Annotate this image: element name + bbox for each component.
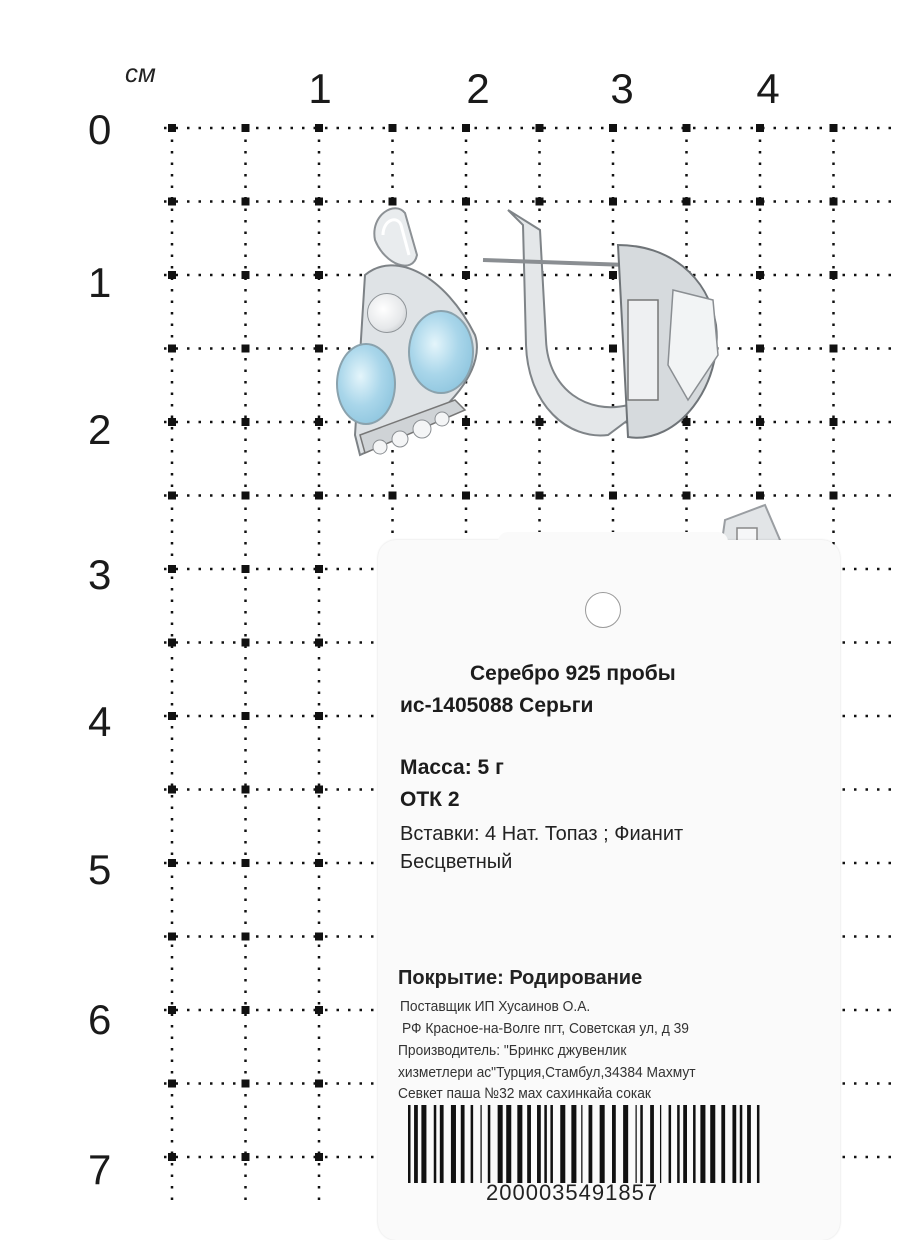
- barcode-bar: [480, 1105, 481, 1183]
- grid-node-dot: [242, 565, 250, 573]
- grid-node-dot: [168, 418, 176, 426]
- grid-node-dot: [315, 933, 323, 941]
- cubic-zirconia-stone: [367, 293, 407, 333]
- grid-node-dot: [242, 859, 250, 867]
- grid-node-dot: [242, 1153, 250, 1161]
- grid-node-dot: [756, 418, 764, 426]
- barcode-bar: [669, 1105, 672, 1183]
- topaz-stone: [408, 310, 474, 394]
- tag-inserts-line1: Вставки: 4 Нат. Топаз ; Фианит: [400, 823, 684, 845]
- grid-node-dot: [168, 1080, 176, 1088]
- grid-node-dot: [168, 1006, 176, 1014]
- grid-node-dot: [242, 271, 250, 279]
- barcode-bar: [623, 1105, 628, 1183]
- tag-supplier: Поставщик ИП Хусаинов О.А.: [400, 998, 591, 1015]
- grid-node-dot: [389, 492, 397, 500]
- grid-node-dot: [609, 492, 617, 500]
- x-tick-4: 4: [756, 65, 780, 112]
- grid-node-dot: [168, 639, 176, 647]
- barcode-bar: [710, 1105, 715, 1183]
- grid-node-dot: [315, 492, 323, 500]
- tag-maker-line3: Севкет паша №32 мах сахинкайа сокак: [398, 1085, 651, 1102]
- y-tick-2: 2: [88, 406, 112, 453]
- tag-title: Серебро 925 пробы: [470, 662, 676, 685]
- barcode-bar: [571, 1105, 576, 1183]
- barcode-bar: [421, 1105, 426, 1183]
- y-tick-1: 1: [88, 259, 112, 306]
- grid-node-dot: [683, 492, 691, 500]
- x-tick-1: 1: [308, 65, 332, 112]
- barcode-bar: [408, 1105, 411, 1183]
- grid-node-dot: [315, 565, 323, 573]
- grid-node-dot: [609, 124, 617, 132]
- grid-node-dot: [168, 345, 176, 353]
- tag-article: ис-1405088 Серьги: [400, 694, 594, 717]
- barcode-bar: [600, 1105, 605, 1183]
- grid-node-dot: [315, 1153, 323, 1161]
- grid-node-dot: [315, 639, 323, 647]
- tag-otk: ОТК 2: [400, 788, 460, 811]
- barcode-bar: [721, 1105, 725, 1183]
- barcode: [408, 1105, 763, 1191]
- x-tick-3: 3: [610, 65, 634, 112]
- grid-node-dot: [830, 345, 838, 353]
- grid-node-dot: [830, 418, 838, 426]
- y-tick-5: 5: [88, 846, 112, 893]
- barcode-bar: [560, 1105, 565, 1183]
- grid-node-dot: [389, 124, 397, 132]
- tag-maker-line1: Производитель: "Бринкс джувенлик: [398, 1042, 627, 1059]
- barcode-bar: [635, 1105, 636, 1183]
- barcode-bar: [732, 1105, 736, 1183]
- barcode-bar: [544, 1105, 547, 1183]
- grid-node-dot: [168, 786, 176, 794]
- grid-node-dot: [242, 933, 250, 941]
- barcode-bar: [747, 1105, 751, 1183]
- grid-node-dot: [315, 271, 323, 279]
- tag-tab: [498, 532, 728, 562]
- grid-node-dot: [830, 271, 838, 279]
- grid-node-dot: [462, 492, 470, 500]
- barcode-bar: [740, 1105, 743, 1183]
- tag-hole: [585, 592, 621, 628]
- grid-node-dot: [168, 492, 176, 500]
- topaz-stone: [336, 343, 396, 425]
- barcode-bar: [506, 1105, 511, 1183]
- grid-node-dot: [536, 492, 544, 500]
- y-tick-4: 4: [88, 698, 112, 745]
- grid-node-dot: [756, 124, 764, 132]
- barcode-bar: [550, 1105, 553, 1183]
- grid-node-dot: [315, 418, 323, 426]
- grid-node-dot: [168, 1153, 176, 1161]
- grid-node-dot: [315, 859, 323, 867]
- barcode-number: 2000035491857: [486, 1180, 659, 1205]
- grid-node-dot: [756, 198, 764, 206]
- grid-node-dot: [242, 345, 250, 353]
- grid-node-dot: [242, 1080, 250, 1088]
- ruler-unit-label: см: [125, 58, 156, 88]
- grid-node-dot: [315, 786, 323, 794]
- barcode-bar: [498, 1105, 503, 1183]
- barcode-bar: [589, 1105, 593, 1183]
- barcode-bar: [440, 1105, 444, 1183]
- grid-node-dot: [315, 198, 323, 206]
- barcode-bar: [612, 1105, 616, 1183]
- grid-node-dot: [830, 492, 838, 500]
- barcode-bar: [581, 1105, 582, 1183]
- y-tick-0: 0: [88, 106, 112, 153]
- barcode-bar: [757, 1105, 760, 1183]
- barcode-bar: [434, 1105, 437, 1183]
- grid-node-dot: [242, 1006, 250, 1014]
- grid-node-dot: [315, 124, 323, 132]
- barcode-bar: [537, 1105, 541, 1183]
- grid-node-dot: [168, 565, 176, 573]
- grid-node-dot: [242, 786, 250, 794]
- grid-node-dot: [168, 124, 176, 132]
- barcode-bar: [488, 1105, 491, 1183]
- grid-node-dot: [756, 492, 764, 500]
- grid-node-dot: [315, 712, 323, 720]
- grid-node-dot: [168, 859, 176, 867]
- grid-node-dot: [168, 271, 176, 279]
- grid-node-dot: [830, 124, 838, 132]
- tag-mass: Масса: 5 г: [400, 756, 504, 779]
- grid-node-dot: [756, 271, 764, 279]
- barcode-bar: [677, 1105, 680, 1183]
- grid-node-dot: [315, 345, 323, 353]
- x-tick-2: 2: [466, 65, 490, 112]
- barcode-bar: [700, 1105, 705, 1183]
- tag-coating: Покрытие: Родирование: [398, 967, 643, 989]
- grid-node-dot: [683, 124, 691, 132]
- grid-node-dot: [242, 198, 250, 206]
- y-tick-3: 3: [88, 551, 112, 598]
- grid-node-dot: [242, 492, 250, 500]
- grid-node-dot: [242, 712, 250, 720]
- tag-address: РФ Красное-на-Волге пгт, Советская ул, д 39: [402, 1020, 689, 1037]
- product-tag: [378, 540, 840, 1240]
- grid-node-dot: [168, 933, 176, 941]
- y-tick-6: 6: [88, 996, 112, 1043]
- barcode-bar: [660, 1105, 661, 1183]
- grid-node-dot: [536, 124, 544, 132]
- grid-node-dot: [242, 418, 250, 426]
- earring-side-view: [478, 205, 728, 455]
- grid-node-dot: [242, 124, 250, 132]
- barcode-bar: [451, 1105, 456, 1183]
- grid-node-dot: [462, 124, 470, 132]
- barcode-bar: [414, 1105, 418, 1183]
- barcode-bar: [471, 1105, 474, 1183]
- barcode-bar: [527, 1105, 531, 1183]
- grid-node-dot: [756, 345, 764, 353]
- tag-inserts-line2: Бесцветный: [400, 851, 513, 873]
- grid-node-dot: [315, 1006, 323, 1014]
- barcode-bar: [650, 1105, 654, 1183]
- barcode-bar: [640, 1105, 643, 1183]
- barcode-bar: [461, 1105, 465, 1183]
- grid-node-dot: [168, 712, 176, 720]
- grid-node-dot: [315, 1080, 323, 1088]
- barcode-bar: [517, 1105, 522, 1183]
- grid-node-dot: [242, 639, 250, 647]
- y-tick-7: 7: [88, 1146, 112, 1193]
- grid-node-dot: [168, 198, 176, 206]
- grid-node-dot: [830, 198, 838, 206]
- barcode-bar: [683, 1105, 687, 1183]
- barcode-bar: [693, 1105, 696, 1183]
- tag-maker-line2: хизметлери ас"Турция,Стамбул,34384 Махмут: [398, 1064, 696, 1081]
